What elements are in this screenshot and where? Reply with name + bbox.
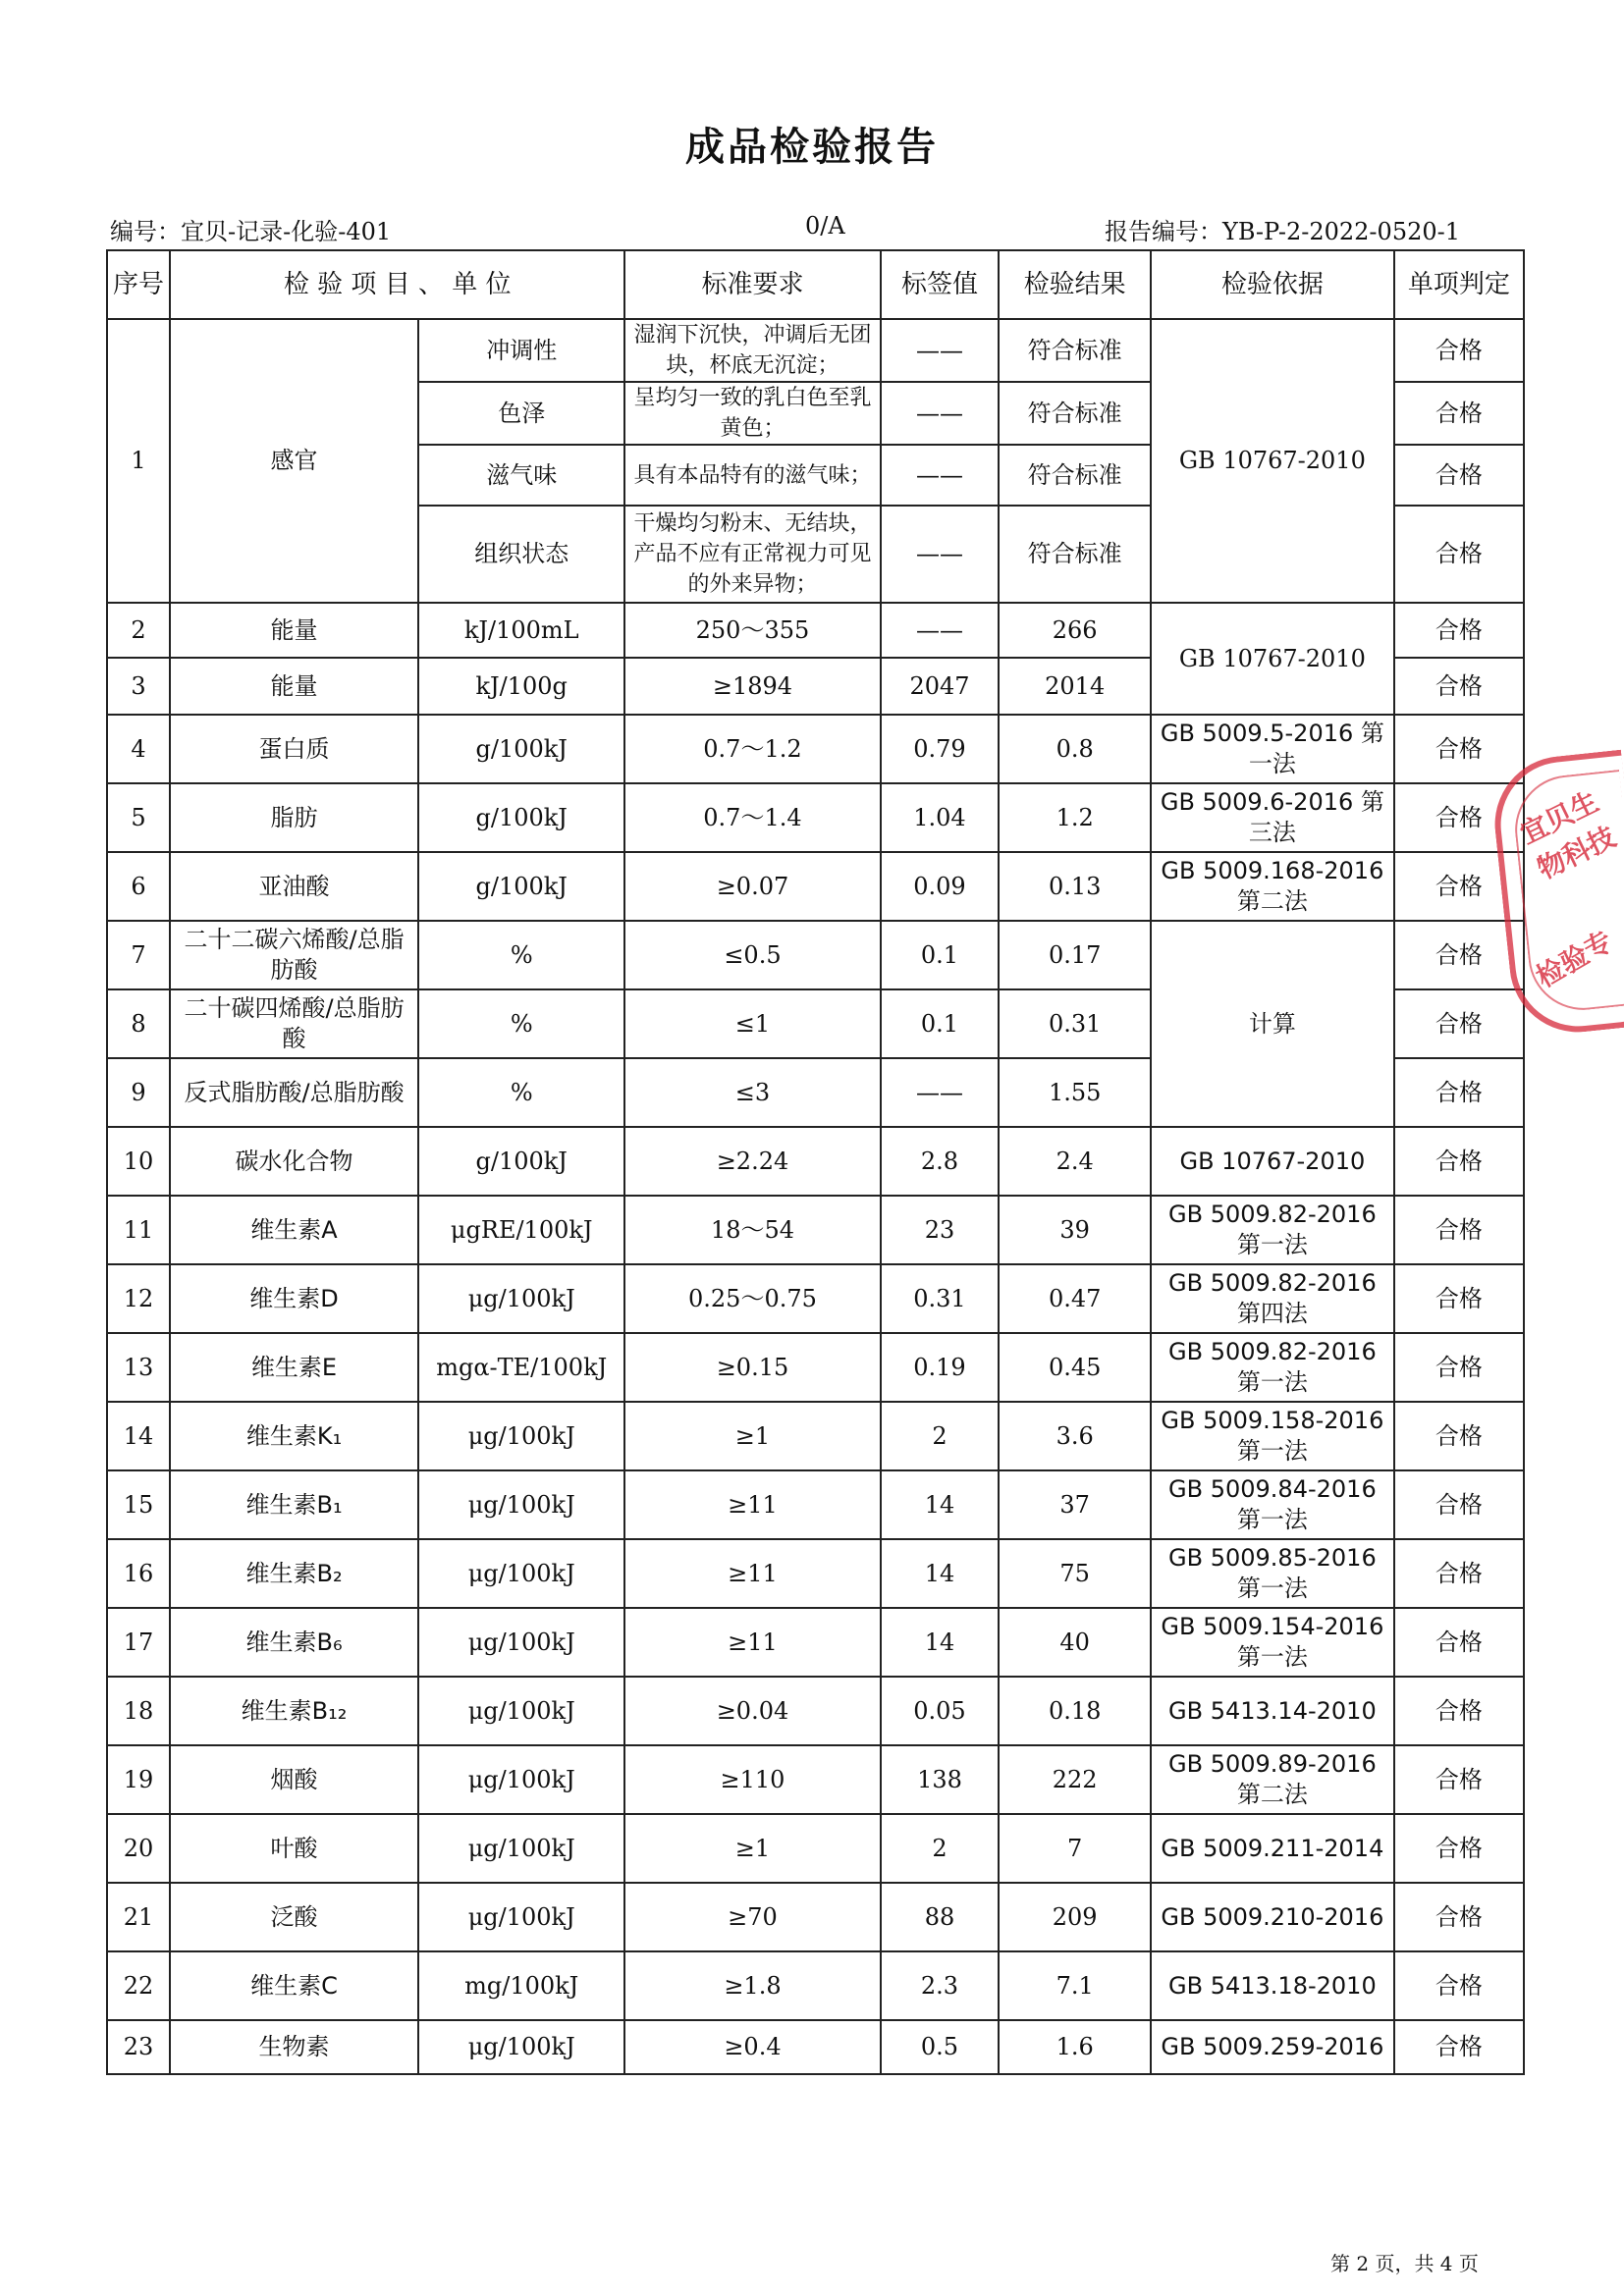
cell-seq: 11 xyxy=(107,1196,170,1264)
cell-requirement: ≤3 xyxy=(624,1058,880,1127)
inspection-table xyxy=(106,249,1525,2075)
table-row xyxy=(107,1333,1524,1402)
cell-item: 生物素 xyxy=(170,2020,418,2074)
table-row xyxy=(107,852,1524,921)
cell-label: —— xyxy=(881,319,1000,382)
cell-label: 0.1 xyxy=(881,921,1000,989)
cell-requirement: ≥11 xyxy=(624,1539,880,1608)
cell-seq: 3 xyxy=(107,658,170,715)
report-number: 报告编号：YB-P-2-2022-0520-1 xyxy=(1105,218,1461,245)
cell-verdict: 合格 xyxy=(1394,603,1524,658)
cell-item: 叶酸 xyxy=(170,1814,418,1883)
cell-basis: GB 5009.168-2016 第二法 xyxy=(1151,852,1394,921)
cell-basis: GB 5009.211-2014 xyxy=(1151,1814,1394,1883)
table-row xyxy=(107,1470,1524,1539)
table-row xyxy=(107,1402,1524,1470)
cell-requirement: 0.25～0.75 xyxy=(624,1264,880,1333)
cell-label: 14 xyxy=(881,1470,1000,1539)
cell-result: 40 xyxy=(999,1608,1150,1677)
cell-unit: mgα-TE/100kJ xyxy=(418,1333,624,1402)
cell-label: 0.79 xyxy=(881,715,1000,783)
cell-unit: g/100kJ xyxy=(418,783,624,852)
record-number: 编号：宜贝-记录-化验-401 xyxy=(110,218,392,245)
cell-item: 泛酸 xyxy=(170,1883,418,1951)
cell-unit: μg/100kJ xyxy=(418,1264,624,1333)
cell-label: —— xyxy=(881,1058,1000,1127)
cell-result: 0.13 xyxy=(999,852,1150,921)
cell-seq: 6 xyxy=(107,852,170,921)
cell-unit: % xyxy=(418,1058,624,1127)
cell-seq: 23 xyxy=(107,2020,170,2074)
stamp-text-top: 宜贝生物科技 xyxy=(1515,784,1621,886)
cell-seq: 9 xyxy=(107,1058,170,1127)
table-row xyxy=(107,783,1524,852)
cell-basis: GB 5009.82-2016 第四法 xyxy=(1151,1264,1394,1333)
cell-basis: GB 5009.259-2016 xyxy=(1151,2020,1394,2074)
cell-result: 2014 xyxy=(999,658,1150,715)
cell-item: 维生素B₆ xyxy=(170,1608,418,1677)
cell-requirement: ≥0.07 xyxy=(624,852,880,921)
cell-result: 75 xyxy=(999,1539,1150,1608)
header-item-unit: 检 验 项 目 、 单 位 xyxy=(170,250,624,319)
cell-unit: kJ/100g xyxy=(418,658,624,715)
cell-result: 222 xyxy=(999,1745,1150,1814)
cell-seq: 10 xyxy=(107,1127,170,1196)
report-title: 成品检验报告 xyxy=(685,125,939,170)
cell-requirement: ≥0.4 xyxy=(624,2020,880,2074)
cell-unit: μg/100kJ xyxy=(418,1470,624,1539)
cell-item: 维生素B₂ xyxy=(170,1539,418,1608)
cell-basis: GB 5009.154-2016 第一法 xyxy=(1151,1608,1394,1677)
table-row xyxy=(107,1127,1524,1196)
cell-result: 0.18 xyxy=(999,1677,1150,1745)
cell-item: 维生素B₁ xyxy=(170,1470,418,1539)
cell-label: 0.5 xyxy=(881,2020,1000,2074)
cell-seq: 5 xyxy=(107,783,170,852)
cell-unit: μg/100kJ xyxy=(418,1677,624,1745)
cell-result: 3.6 xyxy=(999,1402,1150,1470)
cell-verdict: 合格 xyxy=(1394,1677,1524,1745)
cell-basis: GB 5009.82-2016 第一法 xyxy=(1151,1196,1394,1264)
cell-seq: 17 xyxy=(107,1608,170,1677)
header-result: 检验结果 xyxy=(999,250,1150,319)
cell-result: 7 xyxy=(999,1814,1150,1883)
cell-seq: 16 xyxy=(107,1539,170,1608)
cell-unit: μg/100kJ xyxy=(418,1883,624,1951)
cell-verdict: 合格 xyxy=(1394,1745,1524,1814)
cell-label: 2.3 xyxy=(881,1951,1000,2020)
cell-item: 维生素E xyxy=(170,1333,418,1402)
cell-verdict: 合格 xyxy=(1394,1539,1524,1608)
cell-label: 0.09 xyxy=(881,852,1000,921)
cell-verdict: 合格 xyxy=(1394,2020,1524,2074)
cell-result: 37 xyxy=(999,1470,1150,1539)
cell-verdict: 合格 xyxy=(1394,1402,1524,1470)
cell-verdict: 合格 xyxy=(1394,783,1524,852)
cell-seq: 15 xyxy=(107,1470,170,1539)
cell-result: 0.17 xyxy=(999,921,1150,989)
table-row xyxy=(107,1608,1524,1677)
cell-requirement: 干燥均匀粉末、无结块，产品不应有正常视力可见的外来异物； xyxy=(624,506,880,603)
cell-verdict: 合格 xyxy=(1394,1608,1524,1677)
cell-requirement: 0.7～1.4 xyxy=(624,783,880,852)
cell-seq: 19 xyxy=(107,1745,170,1814)
cell-unit: % xyxy=(418,989,624,1058)
cell-result: 0.31 xyxy=(999,989,1150,1058)
cell-result: 266 xyxy=(999,603,1150,658)
cell-requirement: 250～355 xyxy=(624,603,880,658)
cell-seq: 7 xyxy=(107,921,170,989)
cell-label: —— xyxy=(881,445,1000,506)
cell-seq: 18 xyxy=(107,1677,170,1745)
cell-item: 碳水化合物 xyxy=(170,1127,418,1196)
cell-unit: μg/100kJ xyxy=(418,2020,624,2074)
table-row xyxy=(107,921,1524,989)
cell-result: 2.4 xyxy=(999,1127,1150,1196)
cell-basis: GB 5413.18-2010 xyxy=(1151,1951,1394,2020)
cell-requirement: ≥2.24 xyxy=(624,1127,880,1196)
cell-item: 能量 xyxy=(170,603,418,658)
cell-verdict: 合格 xyxy=(1394,1951,1524,2020)
cell-label: 138 xyxy=(881,1745,1000,1814)
cell-label: —— xyxy=(881,506,1000,603)
cell-basis: GB 5009.82-2016 第一法 xyxy=(1151,1333,1394,1402)
cell-requirement: 具有本品特有的滋气味； xyxy=(624,445,880,506)
cell-result: 0.45 xyxy=(999,1333,1150,1402)
cell-label: 2047 xyxy=(881,658,1000,715)
cell-verdict: 合格 xyxy=(1394,1196,1524,1264)
cell-verdict: 合格 xyxy=(1394,1058,1524,1127)
table-header-row xyxy=(107,250,1524,319)
cell-subitem: 冲调性 xyxy=(418,319,624,382)
cell-basis: GB 5413.14-2010 xyxy=(1151,1677,1394,1745)
cell-label: 0.31 xyxy=(881,1264,1000,1333)
stamp-text-bottom: 检验专 xyxy=(1530,924,1619,994)
cell-result: 0.8 xyxy=(999,715,1150,783)
cell-label: 23 xyxy=(881,1196,1000,1264)
cell-item: 烟酸 xyxy=(170,1745,418,1814)
cell-unit: kJ/100mL xyxy=(418,603,624,658)
cell-requirement: ≥0.15 xyxy=(624,1333,880,1402)
cell-result: 39 xyxy=(999,1196,1150,1264)
cell-requirement: 呈均匀一致的乳白色至乳黄色； xyxy=(624,382,880,445)
cell-seq: 13 xyxy=(107,1333,170,1402)
table-row xyxy=(107,1951,1524,2020)
cell-requirement: ≥11 xyxy=(624,1608,880,1677)
cell-label: 0.19 xyxy=(881,1333,1000,1402)
table-row xyxy=(107,1745,1524,1814)
cell-basis: GB 10767-2010 xyxy=(1151,603,1394,715)
table-row xyxy=(107,2020,1524,2074)
cell-item: 脂肪 xyxy=(170,783,418,852)
cell-unit: μgRE/100kJ xyxy=(418,1196,624,1264)
table-row xyxy=(107,1196,1524,1264)
cell-basis: GB 5009.5-2016 第一法 xyxy=(1151,715,1394,783)
cell-unit: μg/100kJ xyxy=(418,1402,624,1470)
cell-seq: 8 xyxy=(107,989,170,1058)
cell-item: 亚油酸 xyxy=(170,852,418,921)
table-row xyxy=(107,1677,1524,1745)
cell-item: 能量 xyxy=(170,658,418,715)
cell-basis: GB 5009.6-2016 第三法 xyxy=(1151,783,1394,852)
cell-basis: GB 10767-2010 xyxy=(1151,1127,1394,1196)
cell-verdict: 合格 xyxy=(1394,1333,1524,1402)
cell-verdict: 合格 xyxy=(1394,989,1524,1058)
cell-requirement: ≥70 xyxy=(624,1883,880,1951)
cell-requirement: ≥1 xyxy=(624,1402,880,1470)
cell-result: 1.55 xyxy=(999,1058,1150,1127)
cell-seq: 12 xyxy=(107,1264,170,1333)
cell-verdict: 合格 xyxy=(1394,319,1524,382)
cell-label: 0.05 xyxy=(881,1677,1000,1745)
cell-result: 0.47 xyxy=(999,1264,1150,1333)
cell-basis: GB 5009.85-2016 第一法 xyxy=(1151,1539,1394,1608)
table-row xyxy=(107,1539,1524,1608)
cell-unit: g/100kJ xyxy=(418,852,624,921)
cell-result: 1.6 xyxy=(999,2020,1150,2074)
cell-label: —— xyxy=(881,603,1000,658)
version: 0/A xyxy=(805,212,845,240)
cell-requirement: ≥1894 xyxy=(624,658,880,715)
cell-item: 维生素K₁ xyxy=(170,1402,418,1470)
cell-verdict: 合格 xyxy=(1394,1264,1524,1333)
page-number: 第 2 页，共 4 页 xyxy=(1330,2252,1479,2275)
cell-unit: μg/100kJ xyxy=(418,1814,624,1883)
header-label: 标签值 xyxy=(881,250,1000,319)
cell-result: 1.2 xyxy=(999,783,1150,852)
table-row xyxy=(107,1814,1524,1883)
cell-verdict: 合格 xyxy=(1394,1883,1524,1951)
cell-verdict: 合格 xyxy=(1394,715,1524,783)
cell-unit: g/100kJ xyxy=(418,715,624,783)
cell-seq: 22 xyxy=(107,1951,170,2020)
cell-category: 感官 xyxy=(170,319,418,603)
cell-label: —— xyxy=(881,382,1000,445)
cell-verdict: 合格 xyxy=(1394,658,1524,715)
cell-result: 符合标准 xyxy=(999,319,1150,382)
cell-label: 2.8 xyxy=(881,1127,1000,1196)
cell-item: 蛋白质 xyxy=(170,715,418,783)
cell-label: 88 xyxy=(881,1883,1000,1951)
cell-requirement: 0.7～1.2 xyxy=(624,715,880,783)
cell-verdict: 合格 xyxy=(1394,852,1524,921)
header-requirement: 标准要求 xyxy=(624,250,880,319)
cell-label: 14 xyxy=(881,1608,1000,1677)
cell-verdict: 合格 xyxy=(1394,445,1524,506)
cell-unit: % xyxy=(418,921,624,989)
table-row xyxy=(107,1264,1524,1333)
cell-seq: 4 xyxy=(107,715,170,783)
cell-item: 维生素B₁₂ xyxy=(170,1677,418,1745)
cell-unit: μg/100kJ xyxy=(418,1745,624,1814)
cell-label: 1.04 xyxy=(881,783,1000,852)
cell-label: 2 xyxy=(881,1402,1000,1470)
cell-result: 符合标准 xyxy=(999,382,1150,445)
cell-requirement: ≤1 xyxy=(624,989,880,1058)
cell-seq: 1 xyxy=(107,319,170,603)
cell-verdict: 合格 xyxy=(1394,1470,1524,1539)
cell-subitem: 色泽 xyxy=(418,382,624,445)
cell-result: 符合标准 xyxy=(999,445,1150,506)
cell-verdict: 合格 xyxy=(1394,382,1524,445)
cell-result: 符合标准 xyxy=(999,506,1150,603)
cell-verdict: 合格 xyxy=(1394,1127,1524,1196)
cell-unit: μg/100kJ xyxy=(418,1608,624,1677)
cell-subitem: 组织状态 xyxy=(418,506,624,603)
cell-requirement: ≥1.8 xyxy=(624,1951,880,2020)
cell-item: 反式脂肪酸/总脂肪酸 xyxy=(170,1058,418,1127)
header-seq: 序号 xyxy=(107,250,170,319)
cell-label: 0.1 xyxy=(881,989,1000,1058)
cell-result: 209 xyxy=(999,1883,1150,1951)
table-row xyxy=(107,319,1524,382)
cell-seq: 2 xyxy=(107,603,170,658)
cell-seq: 21 xyxy=(107,1883,170,1951)
header-verdict: 单项判定 xyxy=(1394,250,1524,319)
cell-basis: GB 5009.158-2016 第一法 xyxy=(1151,1402,1394,1470)
cell-item: 二十二碳六烯酸/总脂肪酸 xyxy=(170,921,418,989)
cell-basis: GB 5009.84-2016 第一法 xyxy=(1151,1470,1394,1539)
cell-unit: μg/100kJ xyxy=(418,1539,624,1608)
cell-result: 7.1 xyxy=(999,1951,1150,2020)
table-row xyxy=(107,603,1524,658)
cell-unit: g/100kJ xyxy=(418,1127,624,1196)
cell-subitem: 滋气味 xyxy=(418,445,624,506)
cell-item: 维生素A xyxy=(170,1196,418,1264)
cell-seq: 20 xyxy=(107,1814,170,1883)
cell-requirement: ≥110 xyxy=(624,1745,880,1814)
cell-label: 14 xyxy=(881,1539,1000,1608)
table-row xyxy=(107,1883,1524,1951)
cell-basis: GB 5009.89-2016 第二法 xyxy=(1151,1745,1394,1814)
cell-item: 维生素D xyxy=(170,1264,418,1333)
header-basis: 检验依据 xyxy=(1151,250,1394,319)
cell-label: 2 xyxy=(881,1814,1000,1883)
cell-requirement: 湿润下沉快，冲调后无团块，杯底无沉淀； xyxy=(624,319,880,382)
cell-verdict: 合格 xyxy=(1394,1814,1524,1883)
cell-requirement: ≥11 xyxy=(624,1470,880,1539)
cell-unit: mg/100kJ xyxy=(418,1951,624,2020)
cell-seq: 14 xyxy=(107,1402,170,1470)
cell-requirement: 18～54 xyxy=(624,1196,880,1264)
cell-item: 二十碳四烯酸/总脂肪酸 xyxy=(170,989,418,1058)
cell-requirement: ≥0.04 xyxy=(624,1677,880,1745)
cell-basis: 计算 xyxy=(1151,921,1394,1127)
cell-basis: GB 10767-2010 xyxy=(1151,319,1394,603)
cell-basis: GB 5009.210-2016 xyxy=(1151,1883,1394,1951)
table-row xyxy=(107,715,1524,783)
cell-verdict: 合格 xyxy=(1394,921,1524,989)
cell-requirement: ≥1 xyxy=(624,1814,880,1883)
cell-requirement: ≤0.5 xyxy=(624,921,880,989)
cell-item: 维生素C xyxy=(170,1951,418,2020)
cell-verdict: 合格 xyxy=(1394,506,1524,603)
